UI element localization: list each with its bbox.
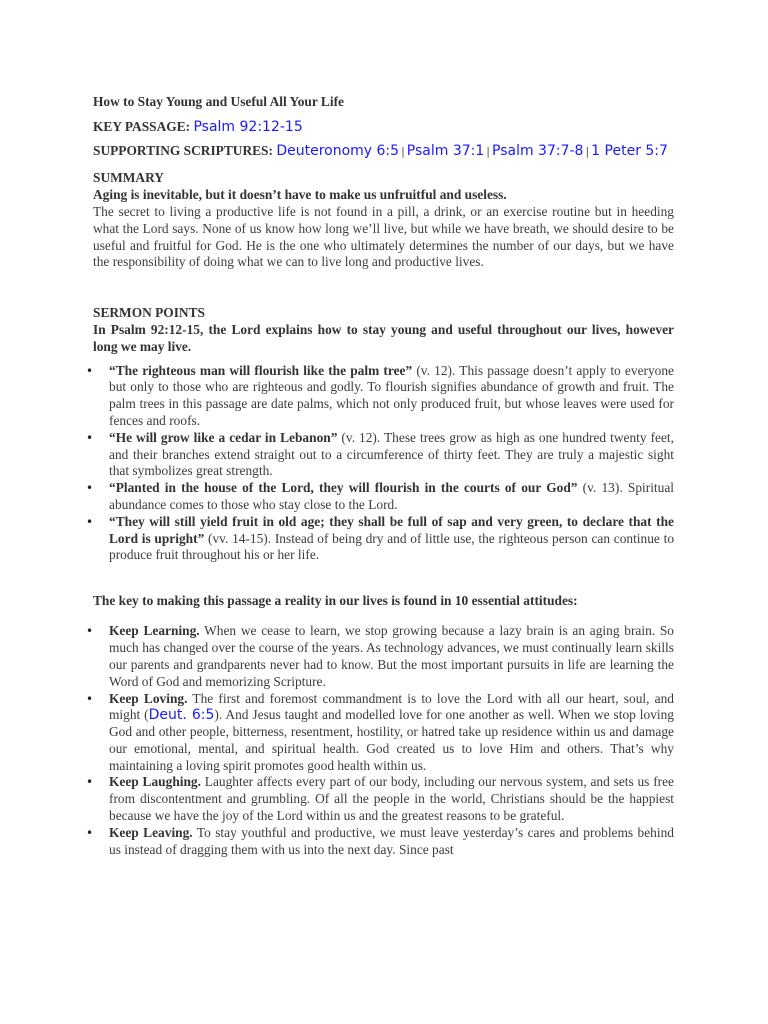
supporting-scriptures-label: SUPPORTING SCRIPTURES: <box>93 142 273 158</box>
attitude-name: Keep Laughing. <box>109 774 201 790</box>
supporting-scriptures-line <box>93 143 674 161</box>
scripture-separator: | <box>486 144 490 158</box>
attitudes-lead: The key to making this passage a reality in our lives is found in 10 essential attitudes: <box>93 593 578 609</box>
point-text: (v. 12). These trees grow as high as one hundred twenty feet, and their branches extend straight out to a circumference of thirty feet. They are truly a majestic sight that symbolizes great strength. <box>109 429 674 479</box>
point-quote: “The righteous man will flourish like the palm tree” <box>109 362 413 378</box>
list-item <box>93 825 674 859</box>
summary-lead: Aging is inevitable, but it doesn’t have to make us unfruitful and useless. <box>93 187 507 203</box>
attitude-text: ). And Jesus taught and modelled love for one another as well. When we stop loving God and other people, bitterness, resentment, hostility, or hatred take up residence within us and damage our emotional, mental, and spiritual health. God created us to love Him and others. That’s why maintaining a loving spirit promotes good health within us. <box>109 707 674 773</box>
scripture-link-deuteronomy[interactable]: Deuteronomy 6:5 <box>276 142 400 159</box>
key-passage-link[interactable]: Psalm 92:12-15 <box>193 118 303 135</box>
summary-heading: SUMMARY <box>93 170 164 186</box>
list-item <box>93 691 674 775</box>
point-text: (v. 13). Spiritual abundance comes to those who stay close to the Lord. <box>109 480 674 512</box>
document-page <box>93 94 674 858</box>
attitude-text: The first and foremost commandment is to love the Lord with all our heart, soul, and might ( <box>109 690 674 723</box>
point-text: (vv. 14-15). Instead of being dry and of little use, the righteous person can continue to produce fruit throughout his or her life. <box>109 530 675 563</box>
list-item <box>93 363 674 430</box>
attitude-text: When we cease to learn, we stop growing because a lazy brain is an aging brain. So much has changed over the course of the years. As technology advances, we must continually learn skills our parents and grandparents never had to know. But the most important pursuits in life are learning the Word of God and memorizing Scripture. <box>109 623 674 689</box>
sermon-points-section <box>93 305 674 564</box>
attitude-name: Keep Leaving. <box>109 824 193 840</box>
scripture-separator: | <box>401 144 405 158</box>
scripture-link-psalm-37-1[interactable]: Psalm 37:1 <box>406 142 485 159</box>
summary-body: The secret to living a productive life is not found in a pill, a drink, or an exercise routine but in heeding what the Lord says. None of us know how long we’ll live, but while we have breath, we should desire to be useful and fruitful for God. He is the one who ultimately determines the number of our days, but we have the responsibility of doing what we can to live long and productive lives. <box>93 203 674 270</box>
list-item <box>93 480 674 514</box>
summary-section <box>93 170 674 271</box>
key-passage-label: KEY PASSAGE: <box>93 118 191 134</box>
list-item <box>93 430 674 480</box>
sermon-lead: In Psalm 92:12-15, the Lord explains how to stay young and useful throughout our lives, however long we may live. <box>93 321 674 354</box>
attitude-name: Keep Loving. <box>109 690 188 706</box>
attitudes-list <box>93 623 674 858</box>
scripture-link-psalm-37-7[interactable]: Psalm 37:7-8 <box>492 142 584 159</box>
key-passage-line <box>93 119 674 136</box>
scripture-link-1-peter[interactable]: 1 Peter 5:7 <box>591 142 668 159</box>
document-title: How to Stay Young and Useful All Your Life <box>93 94 344 109</box>
attitude-text: Laughter affects every part of our body, including our nervous system, and sets us free from discontentment and grumbling. Of all the people in the world, Christians should be the happiest because we have the joy of the Lord within us and the greatest reasons to be grateful. <box>109 774 674 824</box>
point-quote: “Planted in the house of the Lord, they will flourish in the courts of our God” <box>109 480 578 496</box>
sermon-points-list <box>93 363 674 565</box>
deut-6-5-link[interactable]: Deut. 6:5 <box>148 707 215 724</box>
list-item <box>93 774 674 824</box>
attitude-name: Keep Learning. <box>109 623 200 639</box>
sermon-heading: SERMON POINTS <box>93 305 205 321</box>
point-quote: “They will still yield fruit in old age; they shall be full of sap and very green, to declare that the Lord is upright” <box>109 513 674 546</box>
point-text: (v. 12). This passage doesn’t apply to everyone but only to those who are righteous and godly. To flourish signifies abundance of growth and fruit. The palm trees in this passage are date palms, which not only produced fruit, but whose leaves were used for fences and roofs. <box>109 362 674 428</box>
attitude-text: To stay youthful and productive, we must leave yesterday’s cares and problems behind us instead of dragging them with us into the next day. Since past <box>109 824 674 857</box>
list-item <box>93 623 674 690</box>
list-item <box>93 514 674 564</box>
point-quote: “He will grow like a cedar in Lebanon” <box>109 429 338 445</box>
scripture-separator: | <box>585 144 590 158</box>
